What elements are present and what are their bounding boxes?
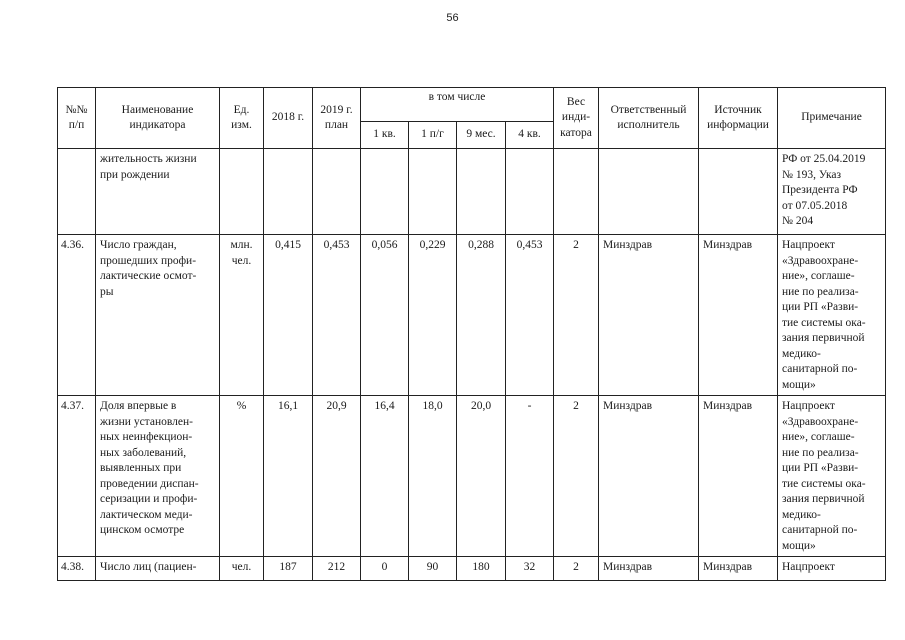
header-including: в том числе (361, 88, 554, 122)
row-2018: 16,1 (264, 396, 313, 557)
row-q1 (361, 149, 409, 235)
row-num: 4.38. (58, 557, 96, 581)
row-q4: - (506, 396, 554, 557)
row-responsible (599, 149, 699, 235)
row-h1: 18,0 (409, 396, 457, 557)
row-2018 (264, 149, 313, 235)
row-2019 (313, 149, 361, 235)
row-9m: 180 (457, 557, 506, 581)
row-9m: 0,288 (457, 235, 506, 396)
row-q1: 0 (361, 557, 409, 581)
header-note: Примечание (778, 88, 886, 149)
row-responsible: Минздрав (599, 396, 699, 557)
header-q4: 4 кв. (506, 122, 554, 149)
header-2019-plan: 2019 г. план (313, 88, 361, 149)
row-unit (220, 149, 264, 235)
header-h1: 1 п/г (409, 122, 457, 149)
row-source: Минздрав (699, 396, 778, 557)
row-note: Нацпроект «Здравоохране- ние», соглаше- ние по реализа- ции РП «Разви- тие системы ока- зания первичной медико- санитарной по- мощи» (778, 235, 886, 396)
row-name: Число лиц (пациен- (96, 557, 220, 581)
row-responsible: Минздрав (599, 235, 699, 396)
table-row (58, 235, 886, 396)
row-weight: 2 (554, 235, 599, 396)
row-num: 4.36. (58, 235, 96, 396)
header-weight: Вес инди- катора (554, 88, 599, 149)
row-unit: чел. (220, 557, 264, 581)
row-weight: 2 (554, 396, 599, 557)
header-q1: 1 кв. (361, 122, 409, 149)
row-q1: 0,056 (361, 235, 409, 396)
indicators-table (57, 87, 886, 581)
header-name: Наименование индикатора (96, 88, 220, 149)
row-q1: 16,4 (361, 396, 409, 557)
row-name: жительность жизни при рождении (96, 149, 220, 235)
row-9m (457, 149, 506, 235)
header-unit: Ед. изм. (220, 88, 264, 149)
table-row (58, 557, 886, 581)
row-q4 (506, 149, 554, 235)
row-note: Нацпроект «Здравоохране- ние», соглаше- ние по реализа- ции РП «Разви- тие системы ока- зания первичной медико- санитарной по- мощи» (778, 396, 886, 557)
row-num (58, 149, 96, 235)
row-unit: млн. чел. (220, 235, 264, 396)
table-row (58, 149, 886, 235)
row-2018: 0,415 (264, 235, 313, 396)
row-h1 (409, 149, 457, 235)
table-row (58, 396, 886, 557)
row-name: Число граждан, прошедших профи- лактические осмот- ры (96, 235, 220, 396)
row-weight: 2 (554, 557, 599, 581)
row-note: РФ от 25.04.2019 № 193, Указ Президента РФ от 07.05.2018 № 204 (778, 149, 886, 235)
header-9m: 9 мес. (457, 122, 506, 149)
row-2019: 212 (313, 557, 361, 581)
row-q4: 0,453 (506, 235, 554, 396)
row-source (699, 149, 778, 235)
row-source: Минздрав (699, 557, 778, 581)
row-2019: 20,9 (313, 396, 361, 557)
row-name: Доля впервые в жизни установлен- ных неинфекцион- ных заболеваний, выявленных при проведении диспан- серизации и профи- лактическом меди- цинском осмотре (96, 396, 220, 557)
row-responsible: Минздрав (599, 557, 699, 581)
header-responsible: Ответственный исполнитель (599, 88, 699, 149)
row-unit: % (220, 396, 264, 557)
header-num: №№ п/п (58, 88, 96, 149)
header-source: Источник информации (699, 88, 778, 149)
row-h1: 0,229 (409, 235, 457, 396)
row-q4: 32 (506, 557, 554, 581)
row-h1: 90 (409, 557, 457, 581)
page-number: 56 (446, 12, 459, 24)
table-header (58, 88, 886, 149)
row-2019: 0,453 (313, 235, 361, 396)
row-9m: 20,0 (457, 396, 506, 557)
row-note: Нацпроект (778, 557, 886, 581)
row-2018: 187 (264, 557, 313, 581)
row-weight (554, 149, 599, 235)
row-num: 4.37. (58, 396, 96, 557)
row-source: Минздрав (699, 235, 778, 396)
header-2018: 2018 г. (264, 88, 313, 149)
